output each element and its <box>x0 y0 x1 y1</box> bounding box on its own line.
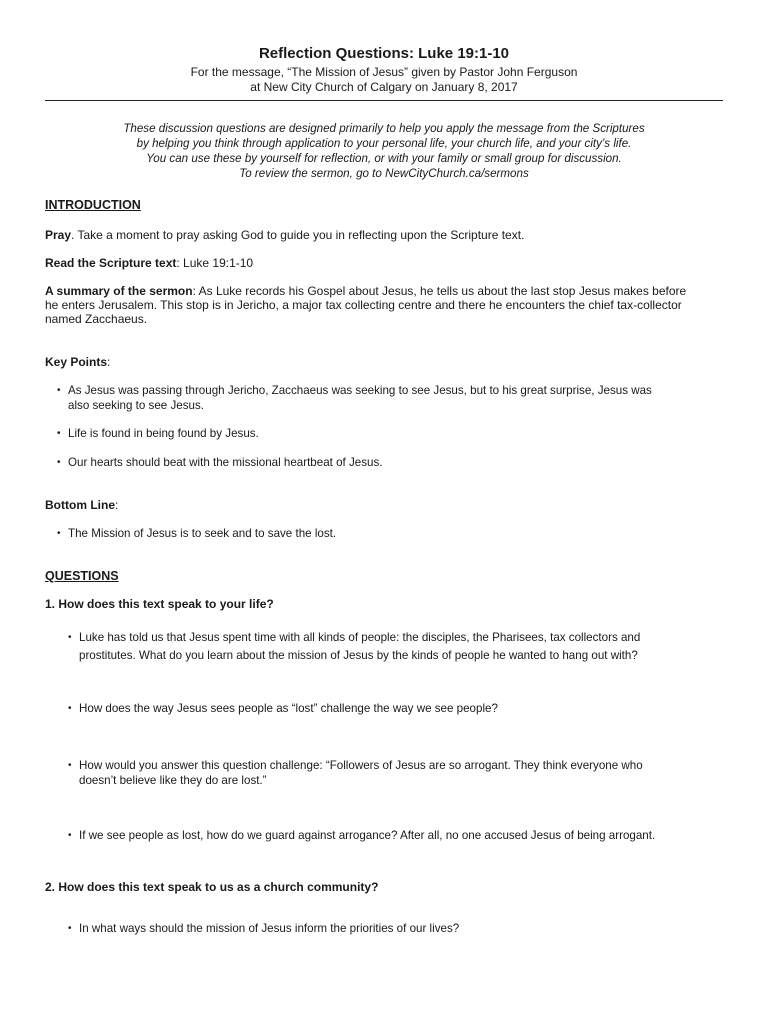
key-point-1 <box>57 384 652 413</box>
key-point-1-line-1: As Jesus was passing through Jericho, Zacchaeus was seeking to see Jesus, but to his great surprise, Jesus was <box>68 384 652 397</box>
note-line-4: To review the sermon, go to NewCityChurch.ca/sermons <box>239 167 529 180</box>
key-points-label: Key Points <box>45 355 108 369</box>
bottom-line-heading <box>45 498 118 512</box>
summary-line-2: he enters Jerusalem. This stop is in Jericho, a major tax collecting centre and there he encounters the chief tax-collector <box>45 298 682 312</box>
read-label: Read the Scripture text <box>45 256 177 270</box>
bottom-line-label: Bottom Line <box>45 498 115 512</box>
pray-paragraph <box>45 228 524 242</box>
bullet-icon: • <box>57 385 61 396</box>
bottom-line-text: The Mission of Jesus is to seek and to save the lost. <box>68 527 337 540</box>
question-2: 2. How does this text speak to us as a church community? <box>45 880 379 894</box>
note-line-1: These discussion questions are designed primarily to help you apply the message from the Scriptures <box>123 122 645 135</box>
key-points-colon: : <box>107 355 111 369</box>
document-title: Reflection Questions: Luke 19:1-10 <box>258 45 510 62</box>
message-info: For the message, “The Mission of Jesus” given by Pastor John Ferguson <box>190 65 578 79</box>
church-date-info: at New City Church of Calgary on January 8, 2017 <box>250 80 518 94</box>
q1-b4-text: If we see people as lost, how do we guard against arrogance? After all, no one accused Jesus of being arrogant. <box>79 829 656 842</box>
summary-line-1 <box>45 284 686 298</box>
summary-label: A summary of the sermon <box>45 284 193 298</box>
bottom-line-colon: : <box>115 498 119 512</box>
questions-heading: QUESTIONS <box>45 569 119 583</box>
q1-b2-text: How does the way Jesus sees people as “lost” challenge the way we see people? <box>79 702 498 715</box>
introduction-heading: INTRODUCTION <box>45 198 141 212</box>
question-1-bullet-4 <box>68 829 656 844</box>
q1-b3-line-1: How would you answer this question challenge: “Followers of Jesus are so arrogant. They think everyone who <box>79 759 643 772</box>
summary-text-1: : As Luke records his Gospel about Jesus, he tells us about the last stop Jesus makes before <box>192 284 687 298</box>
read-scripture-paragraph <box>45 256 253 270</box>
bullet-icon: • <box>68 703 72 714</box>
key-point-2-text: Life is found in being found by Jesus. <box>68 427 259 440</box>
question-2-bullet-1 <box>68 922 460 937</box>
q2-b1-text: In what ways should the mission of Jesus inform the priorities of our lives? <box>79 922 460 935</box>
question-1: 1. How does this text speak to your life? <box>45 597 274 611</box>
key-points-heading <box>45 355 110 369</box>
question-1-bullet-2 <box>68 702 498 717</box>
bullet-icon: • <box>68 923 72 934</box>
key-point-2 <box>57 427 259 442</box>
q1-b1-line-1: Luke has told us that Jesus spent time with all kinds of people: the disciples, the Pharisees, tax collectors and <box>79 631 641 644</box>
pray-text: . Take a moment to pray asking God to guide you in reflecting upon the Scripture text. <box>71 228 525 242</box>
bullet-icon: • <box>68 632 72 643</box>
question-1-bullet-3 <box>68 759 643 788</box>
q1-b1-line-2: prostitutes. What do you learn about the mission of Jesus by the kinds of people he wanted to hang out with? <box>79 648 638 662</box>
summary-line-3: named Zacchaeus. <box>45 312 148 326</box>
bottom-line-point <box>57 527 337 542</box>
note-line-2: by helping you think through application to your personal life, your church life, and your city’s life. <box>136 137 632 150</box>
read-text: : Luke 19:1-10 <box>176 256 254 270</box>
key-point-3-text: Our hearts should beat with the missional heartbeat of Jesus. <box>68 456 383 469</box>
q1-b3-line-2: doesn’t believe like they do are lost.” <box>79 773 267 787</box>
bullet-icon: • <box>57 428 61 439</box>
key-point-3 <box>57 456 383 471</box>
header-divider <box>45 100 723 101</box>
bullet-icon: • <box>68 830 72 841</box>
bullet-icon: • <box>57 528 61 539</box>
note-line-3: You can use these by yourself for reflection, or with your family or small group for discussion. <box>146 152 622 165</box>
question-1-bullet-1 <box>68 631 641 663</box>
key-point-1-line-2: also seeking to see Jesus. <box>68 398 204 412</box>
pray-label: Pray <box>45 228 72 242</box>
bullet-icon: • <box>57 457 61 468</box>
bullet-icon: • <box>68 760 72 771</box>
